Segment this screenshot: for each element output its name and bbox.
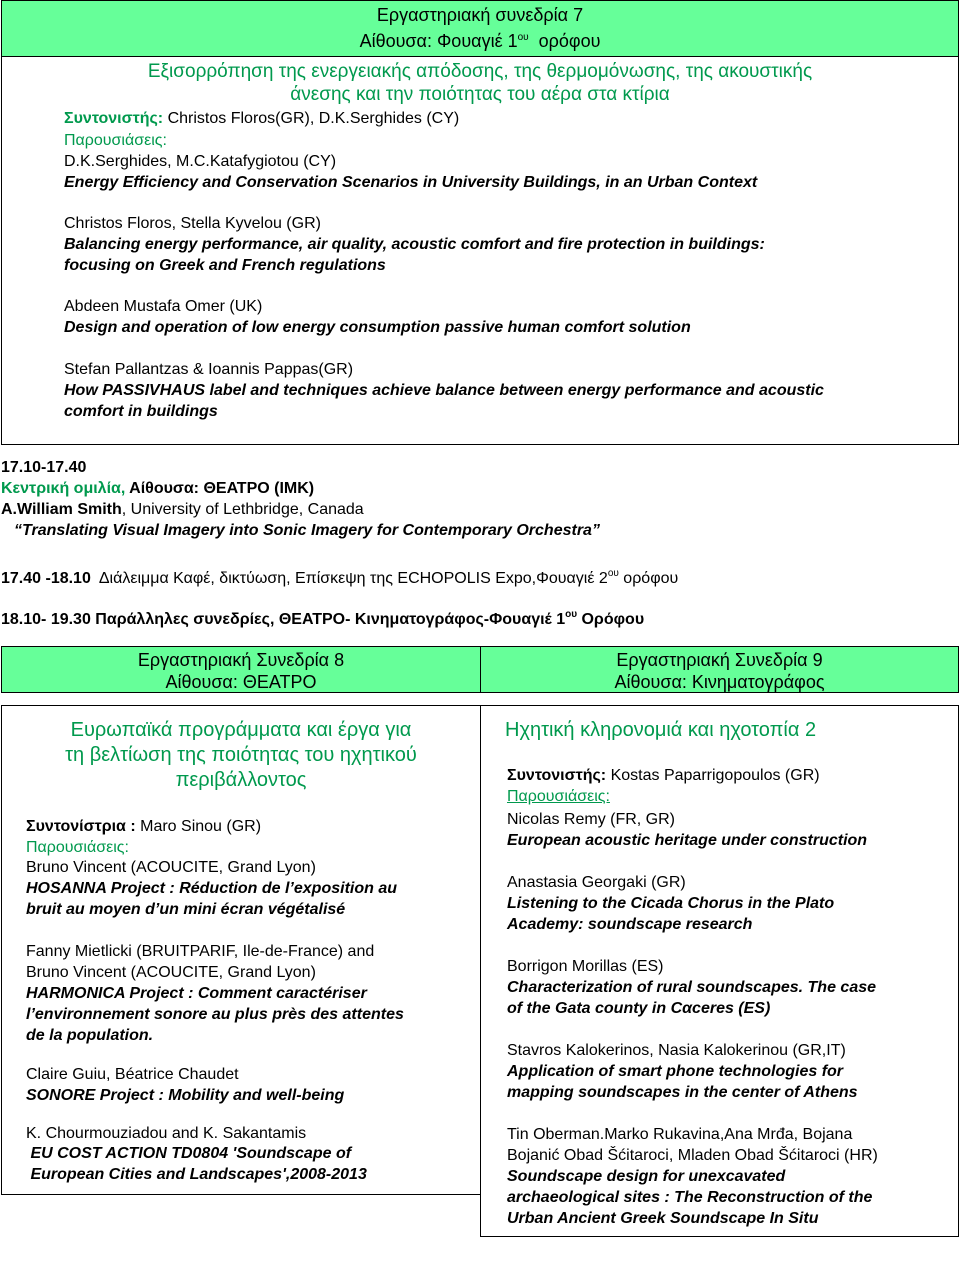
s9-p3-title-2: of the Gata county in Cαceres (ES) bbox=[507, 1000, 771, 1017]
s8-p4-title-1: EU COST ACTION TD0804 'Soundscape of bbox=[26, 1145, 352, 1162]
s8-p1-title-2: bruit au moyen d’un mini écran végétalisé bbox=[26, 901, 346, 918]
s8-coordinator: Συντονίστρια : Maro Sinou (GR) bbox=[26, 818, 262, 835]
s7-p4-title-1: How PASSIVHAUS label and techniques achieve balance between energy performance and acoustic bbox=[64, 382, 824, 399]
session8-header bbox=[1, 646, 481, 693]
s9-p2-title-2: Academy: soundscape research bbox=[507, 916, 753, 933]
s8-p3-authors: Claire Guiu, Béatrice Chaudet bbox=[26, 1066, 239, 1083]
s9-p5-title-1: Soundscape design for unexcavated bbox=[507, 1168, 786, 1185]
s7-p4-authors: Stefan Pallantzas & Ioannis Pappas(GR) bbox=[64, 361, 354, 378]
s8-p2-title-3: de la population. bbox=[26, 1027, 154, 1044]
session7-header bbox=[1, 0, 959, 57]
s8-topic-1: Ευρωπαϊκά προγράμματα και έργα για bbox=[70, 719, 412, 741]
s8-p1-authors: Bruno Vincent (ACOUCITE, Grand Lyon) bbox=[26, 859, 316, 876]
s7-p2-authors: Christos Floros, Stella Kyvelou (GR) bbox=[64, 215, 321, 232]
s7-p2-title-2: focusing on Greek and French regulations bbox=[64, 257, 386, 274]
s9-coordinator: Συντονιστής: Kostas Paparrigopoulos (GR) bbox=[507, 767, 820, 784]
session9-body bbox=[480, 705, 959, 1237]
session7-presentations-label: Παρουσιάσεις: bbox=[64, 132, 167, 149]
s8-topic-3: περιβάλλοντος bbox=[175, 769, 307, 791]
s9-p3-authors: Borrigon Morillas (ES) bbox=[507, 958, 664, 975]
keynote-heading: Κεντρική ομιλία, Αίθουσα: ΘΕΑΤΡΟ (ΙΜΚ) bbox=[1, 480, 315, 497]
s7-p4-title-2: comfort in buildings bbox=[64, 403, 218, 420]
s9-p3-title-1: Characterization of rural soundscapes. The case bbox=[507, 979, 877, 996]
s7-p3-title: Design and operation of low energy consumption passive human comfort solution bbox=[64, 319, 691, 336]
s8-p4-title-2: European Cities and Landscapes',2008-2013 bbox=[26, 1166, 367, 1183]
s7-p1-authors: D.K.Serghides, M.C.Katafygiotou (CY) bbox=[64, 153, 337, 170]
s9-p5-title-2: archaeological sites : The Reconstruction of the bbox=[507, 1189, 873, 1206]
session7-topic-line2: άνεσης και την ποιότητας του αέρα στα κτίρια bbox=[290, 84, 670, 105]
s9-topic: Ηχητική κληρονομιά και ηχοτοπία 2 bbox=[505, 719, 817, 741]
session7-room: Αίθουσα: Φουαγιέ $1^{o\upsilon}$ ορόφου bbox=[359, 31, 601, 51]
s9-presentations-label: Παρουσιάσεις: bbox=[507, 788, 610, 805]
session8-title: Εργαστηριακή Συνεδρία 8 bbox=[137, 650, 345, 670]
break-row: 17.40 -18.10 Διάλειμμα Καφέ, δικτύωση, Επίσκεψη της ECHOPOLIS Expo,Φουαγιέ $2^{o\upsilon}$ ορόφου bbox=[1, 568, 679, 587]
s9-p5-authors-2: Bojanić Obad Šćitaroci, Mladen Obad Šćitaroci (HR) bbox=[507, 1147, 878, 1164]
session7-topic-line1: Εξισορρόπηση της ενεργειακής απόδοσης, της θερμομόνωσης, της ακουστικής bbox=[147, 61, 813, 82]
s9-p4-title-1: Application of smart phone technologies for bbox=[507, 1063, 844, 1080]
keynote-time: 17.10-17.40 bbox=[1, 459, 87, 476]
s7-p3-authors: Abdeen Mustafa Omer (UK) bbox=[64, 298, 263, 315]
s9-p1-authors: Nicolas Remy (FR, GR) bbox=[507, 811, 676, 828]
s9-p2-authors: Anastasia Georgaki (GR) bbox=[507, 874, 686, 891]
s9-p5-authors-1: Tin Oberman.Marko Rukavina,Ana Mrđa, Bojana bbox=[507, 1126, 853, 1143]
s9-p1-title: European acoustic heritage under construction bbox=[507, 832, 868, 849]
session8-room: Αίθουσα: ΘΕΑΤΡΟ bbox=[165, 672, 317, 692]
session9-title: Εργαστηριακή Συνεδρία 9 bbox=[616, 650, 823, 670]
s8-p2-authors-1: Fanny Mietlicki (BRUITPARIF, Ile-de-France) and bbox=[26, 943, 375, 960]
s8-presentations-label: Παρουσιάσεις: bbox=[26, 839, 129, 856]
s9-p4-title-2: mapping soundscapes in the center of Athens bbox=[507, 1084, 858, 1101]
session7-body bbox=[1, 56, 959, 445]
s8-p1-title-1: HOSANNA Project : Réduction de l’exposition au bbox=[26, 880, 397, 897]
keynote-speaker: A.William Smith, University of Lethbridge, Canada bbox=[1, 501, 364, 518]
session7-title: Εργαστηριακή συνεδρία 7 bbox=[376, 5, 584, 25]
session8-body bbox=[1, 705, 481, 1195]
s7-p1-title: Energy Efficiency and Conservation Scenarios in University Buildings, in an Urban Context bbox=[64, 174, 758, 191]
s9-p4-authors: Stavros Kalokerinos, Nasia Kalokerinou (GR,IT) bbox=[507, 1042, 846, 1059]
s9-p2-title-1: Listening to the Cicada Chorus in the Plato bbox=[507, 895, 835, 912]
s8-p3-title: SONORE Project : Mobility and well-being bbox=[26, 1087, 345, 1104]
s8-p4-authors: K. Chourmouziadou and K. Sakantamis bbox=[26, 1125, 307, 1142]
s7-p2-title-1: Balancing energy performance, air quality, acoustic comfort and fire protection in buildings: bbox=[64, 236, 765, 253]
s8-topic-2: τη βελτίωση της ποιότητας του ηχητικού bbox=[65, 744, 417, 766]
s8-p2-authors-2: Bruno Vincent (ACOUCITE, Grand Lyon) bbox=[26, 964, 316, 981]
parallel-row: 18.10- 19.30 Παράλληλες συνεδρίες, ΘΕΑΤΡΟ- Κινηματογράφος-Φουαγιέ $1^{o\upsilon}$ Ορόφου bbox=[1, 609, 645, 628]
session7-coordinator: Συντονιστής: Christos Floros(GR), D.K.Serghides (CY) bbox=[64, 110, 460, 127]
s8-p2-title-1: HARMONICA Project : Comment caractériser bbox=[26, 985, 367, 1002]
s8-p2-title-2: l’environnement sonore au plus près des attentes bbox=[26, 1006, 404, 1023]
session9-room: Αίθουσα: Κινηματογράφος bbox=[614, 672, 825, 692]
session9-header bbox=[480, 646, 959, 693]
s9-p5-title-3: Urban Ancient Greek Soundscape In Situ bbox=[507, 1210, 819, 1227]
keynote-title: “Translating Visual Imagery into Sonic Imagery for Contemporary Orchestra” bbox=[14, 522, 600, 539]
